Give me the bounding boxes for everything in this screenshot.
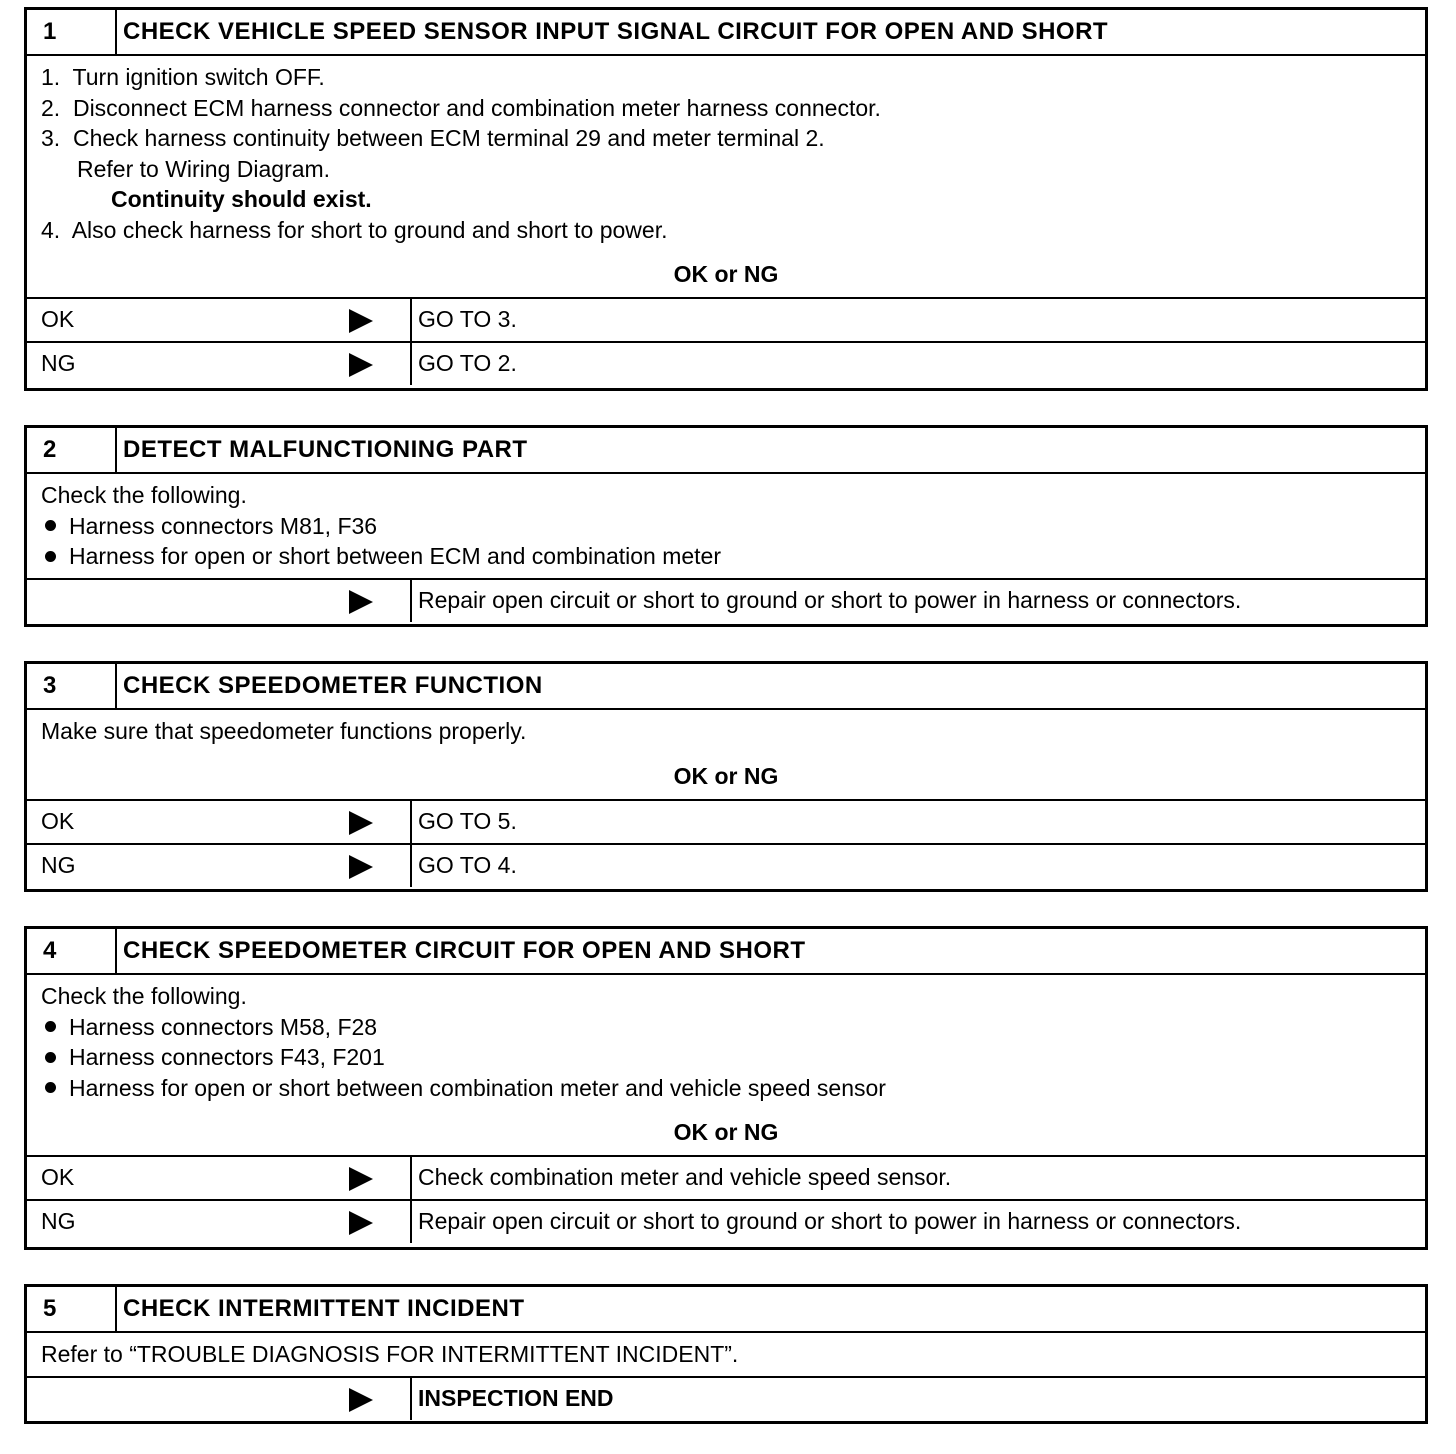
- arrow-right-icon: [349, 1167, 373, 1191]
- arrow-right-icon: [349, 353, 373, 377]
- bullet-item: [41, 1073, 1425, 1104]
- instruction-line: 4. Also check harness for short to ground and short to power.: [41, 216, 668, 243]
- instruction-line: 1. Turn ignition switch OFF.: [41, 64, 325, 90]
- ok-or-ng-label: OK or NG: [673, 261, 779, 287]
- arrow-right-icon: [349, 1388, 373, 1412]
- bullet-item: [41, 1042, 1425, 1073]
- result-label-cell: [27, 580, 412, 622]
- result-label-cell: [27, 1201, 412, 1243]
- intro-text: Check the following.: [41, 983, 247, 1009]
- result-label: NG: [41, 851, 76, 878]
- result-label-cell: [27, 299, 412, 341]
- step-3-box: [24, 661, 1428, 892]
- instruction-line: 2. Disconnect ECM harness connector and combination meter harness connector.: [41, 94, 881, 121]
- result-label-cell: [27, 343, 412, 385]
- result-label: NG: [41, 1208, 76, 1234]
- bullet-icon: [45, 1082, 56, 1093]
- intro-text: Make sure that speedometer functions properly.: [41, 718, 527, 744]
- result-row: [27, 341, 1425, 385]
- arrow-right-icon: [349, 855, 373, 879]
- result-label: OK: [41, 807, 75, 834]
- bullet-text: Harness connectors M81, F36: [69, 512, 378, 539]
- result-label: OK: [41, 306, 75, 332]
- result-action: GO TO 4.: [418, 851, 517, 878]
- arrow-right-icon: [349, 309, 373, 333]
- result-action: GO TO 3.: [418, 306, 517, 332]
- bullet-text: Harness for open or short between ECM and combination meter: [69, 543, 721, 569]
- bullet-icon: [45, 1021, 56, 1032]
- result-row: [27, 843, 1425, 887]
- step-title: CHECK SPEEDOMETER CIRCUIT FOR OPEN AND SHORT: [123, 937, 806, 964]
- bullet-item: [41, 1012, 1425, 1043]
- ok-or-ng-label: OK or NG: [673, 762, 779, 789]
- step-1-box: [24, 7, 1428, 391]
- bullet-text: Harness for open or short between combination meter and vehicle speed sensor: [69, 1074, 886, 1101]
- step-header: [27, 428, 1425, 474]
- result-label: NG: [41, 350, 76, 376]
- result-row: [27, 578, 1425, 622]
- intro-text: Check the following.: [41, 482, 247, 508]
- bullet-icon: [45, 551, 56, 562]
- result-action: GO TO 5.: [418, 807, 517, 834]
- arrow-right-icon: [349, 1211, 373, 1235]
- ok-or-ng-label: OK or NG: [673, 1119, 779, 1145]
- instruction-line: 3. Check harness continuity between ECM terminal 29 and meter terminal 2.: [41, 125, 825, 151]
- result-row: [27, 799, 1425, 843]
- bullet-icon: [45, 1052, 56, 1063]
- step-5-box: [24, 1284, 1428, 1424]
- bullet-text: Harness connectors M58, F28: [69, 1013, 378, 1040]
- bullet-item: [41, 541, 1425, 572]
- result-row: [27, 297, 1425, 341]
- step-number: 5: [27, 1287, 117, 1331]
- result-action: Repair open circuit or short to ground or short to power in harness or connectors.: [418, 1208, 1242, 1234]
- result-label: OK: [41, 1164, 75, 1190]
- step-body: [27, 56, 1425, 245]
- result-row: [27, 1199, 1425, 1243]
- result-action: Check combination meter and vehicle speed sensor.: [418, 1164, 952, 1190]
- step-title: DETECT MALFUNCTIONING PART: [123, 436, 528, 463]
- intro-text: Refer to “TROUBLE DIAGNOSIS FOR INTERMITTENT INCIDENT”.: [41, 1341, 739, 1367]
- result-row: [27, 1155, 1425, 1199]
- bullet-icon: [45, 520, 56, 531]
- step-number: 2: [27, 428, 117, 472]
- step-body: [27, 474, 1425, 578]
- result-row: [27, 1376, 1425, 1420]
- result-action: Repair open circuit or short to ground or short to power in harness or connectors.: [418, 586, 1242, 613]
- step-title: CHECK SPEEDOMETER FUNCTION: [123, 672, 543, 699]
- step-header: [27, 664, 1425, 710]
- step-header: [27, 929, 1425, 975]
- result-action: GO TO 2.: [418, 350, 517, 376]
- bullet-item: [41, 511, 1425, 542]
- step-number: 1: [27, 10, 117, 54]
- result-label-cell: [27, 801, 412, 843]
- step-body: [27, 710, 1425, 747]
- step-2-box: [24, 425, 1428, 627]
- instruction-emphasis: Continuity should exist.: [111, 186, 372, 212]
- result-label-cell: [27, 1157, 412, 1199]
- step-number: 4: [27, 929, 117, 973]
- step-number: 3: [27, 664, 117, 708]
- result-label-cell: [27, 1378, 412, 1420]
- step-body: [27, 975, 1425, 1103]
- step-4-box: [24, 926, 1428, 1250]
- instruction-line: Refer to Wiring Diagram.: [77, 155, 331, 182]
- step-body: [27, 1333, 1425, 1376]
- result-label-cell: [27, 845, 412, 887]
- arrow-right-icon: [349, 590, 373, 614]
- step-title: CHECK INTERMITTENT INCIDENT: [123, 1295, 525, 1322]
- bullet-text: Harness connectors F43, F201: [69, 1044, 385, 1070]
- step-header: [27, 10, 1425, 56]
- step-header: [27, 1287, 1425, 1333]
- arrow-right-icon: [349, 811, 373, 835]
- result-action: INSPECTION END: [418, 1384, 614, 1411]
- step-title: CHECK VEHICLE SPEED SENSOR INPUT SIGNAL CIRCUIT FOR OPEN AND SHORT: [123, 18, 1109, 45]
